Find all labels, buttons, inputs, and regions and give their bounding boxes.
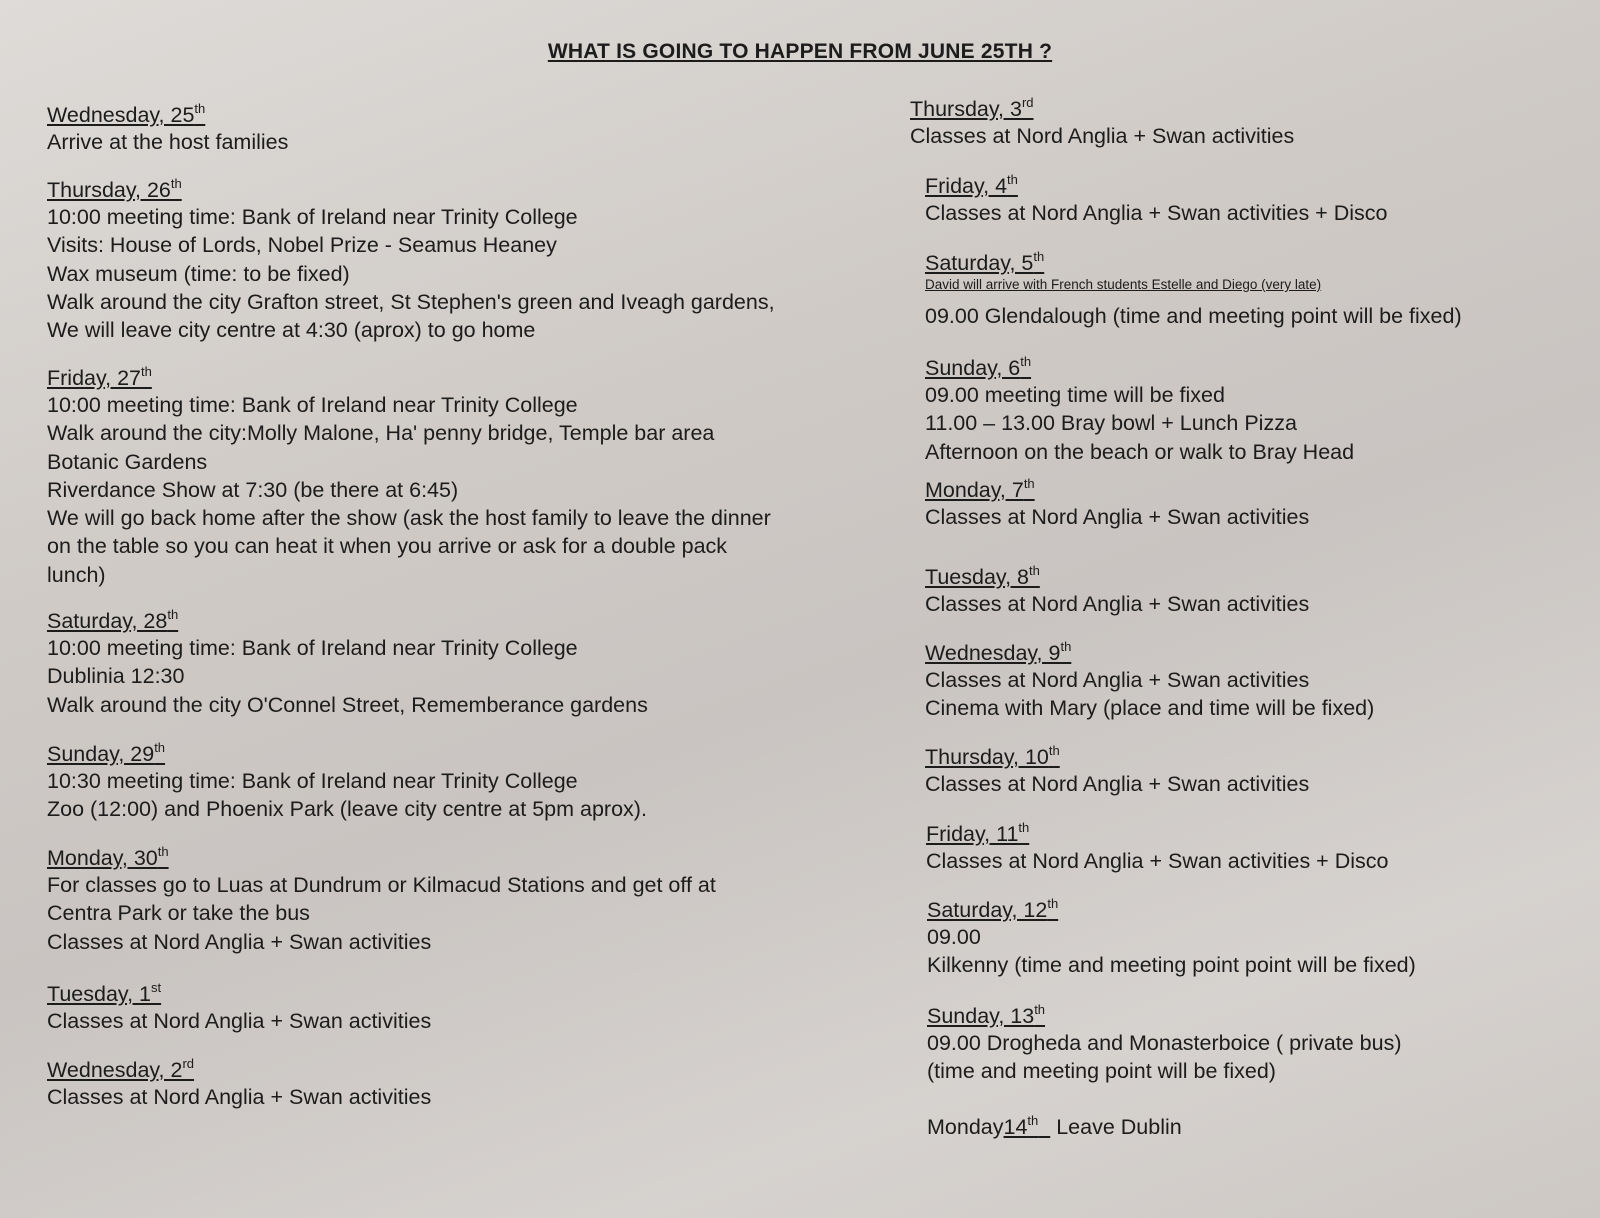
day-heading: Saturday, 5th	[925, 249, 1045, 275]
activity-line: Classes at Nord Anglia + Swan activities	[47, 929, 432, 954]
day-heading: Friday, 27th	[47, 364, 152, 390]
activity-line: (time and meeting point will be fixed)	[927, 1059, 1276, 1084]
activity-line: For classes go to Luas at Dundrum or Kilmacud Stations and get off at	[47, 873, 716, 897]
day-entry	[910, 96, 1560, 150]
activity-line: Visits: House of Lords, Nobel Prize - Seamus Heaney	[47, 233, 557, 258]
day-entry	[47, 177, 837, 344]
day-entry	[925, 250, 1575, 330]
day-entry	[47, 102, 837, 156]
activity-line: 10:00 meeting time: Bank of Ireland near Trinity College	[47, 393, 578, 417]
activity-line: Classes at Nord Anglia + Swan activities	[925, 668, 1310, 692]
activity-line: Centra Park or take the bus	[47, 901, 310, 926]
page-title: WHAT IS GOING TO HAPPEN FROM JUNE 25TH ?	[547, 40, 1053, 63]
day-heading: Thursday, 3rd	[910, 95, 1034, 121]
day-heading: Wednesday, 2rd	[47, 1056, 195, 1082]
activity-line: Arrive at the host families	[47, 130, 289, 154]
day-heading: Tuesday, 1st	[47, 980, 162, 1006]
day-entry	[925, 744, 1575, 798]
day-entry	[925, 477, 1575, 531]
day-entry	[47, 845, 837, 956]
day-heading: Friday, 4th	[925, 172, 1018, 198]
day-entry	[925, 564, 1575, 618]
activity-line: Walk around the city Grafton street, St Stephen's green and Iveagh gardens,	[47, 289, 775, 314]
activity-line: Afternoon on the beach or walk to Bray Head	[925, 439, 1355, 464]
final-day-number: 14th	[1003, 1113, 1039, 1139]
activity-line: Classes at Nord Anglia + Swan activities	[925, 592, 1310, 616]
activity-line: We will leave city centre at 4:30 (aprox) to go home	[47, 318, 536, 343]
activity-line: Walk around the city O'Connel Street, Rememberance gardens	[47, 692, 648, 717]
day-heading: Thursday, 26th	[47, 176, 182, 202]
day-heading: Sunday, 6th	[925, 354, 1032, 380]
activity-line: Kilkenny (time and meeting point point will be fixed)	[927, 953, 1416, 978]
day-entry	[925, 355, 1575, 466]
activity-line: Dublinia 12:30	[47, 664, 185, 689]
activity-line: Zoo (12:00) and Phoenix Park (leave city centre at 5pm aprox).	[47, 797, 647, 822]
day-entry	[927, 1003, 1577, 1086]
day-heading: Sunday, 13th	[927, 1002, 1046, 1028]
day-entry	[927, 897, 1577, 980]
final-text: Leave Dublin	[1056, 1115, 1182, 1139]
activity-line: 09.00 Glendalough (time and meeting point will be fixed)	[925, 304, 1462, 328]
activity-line: Classes at Nord Anglia + Swan activities	[47, 1085, 432, 1109]
day-entry	[47, 981, 837, 1035]
day-entry	[47, 1057, 837, 1111]
activity-line: Classes at Nord Anglia + Swan activities	[925, 505, 1310, 529]
activity-line: lunch)	[47, 562, 106, 587]
day-entry	[47, 365, 837, 589]
day-entry	[47, 741, 837, 824]
day-entry	[47, 608, 837, 719]
activity-line: Riverdance Show at 7:30 (be there at 6:45)	[47, 477, 459, 502]
activity-line: Wax museum (time: to be fixed)	[47, 261, 350, 286]
day-heading: Saturday, 28th	[47, 607, 179, 633]
day-heading: Thursday, 10th	[925, 743, 1060, 769]
activity-line: Classes at Nord Anglia + Swan activities + Disco	[925, 201, 1388, 225]
day-heading: Friday, 11th	[926, 820, 1030, 846]
day-entry	[925, 173, 1575, 227]
activity-line: Classes at Nord Anglia + Swan activities + Disco	[926, 849, 1389, 873]
activity-line: 10:30 meeting time: Bank of Ireland near Trinity College	[47, 769, 578, 793]
activity-line: 09.00 Drogheda and Monasterboice ( private bus)	[927, 1031, 1402, 1055]
activity-line: Classes at Nord Anglia + Swan activities	[47, 1009, 432, 1033]
activity-line: We will go back home after the show (ask the host family to leave the dinner	[47, 506, 771, 531]
day-entry	[926, 821, 1576, 875]
activity-line: 09.00 meeting time will be fixed	[925, 383, 1225, 407]
activity-line: 09.00	[927, 925, 981, 949]
day-heading: Monday, 30th	[47, 844, 169, 870]
activity-line: Classes at Nord Anglia + Swan activities	[910, 124, 1295, 148]
day-entry	[925, 640, 1575, 723]
final-entry	[927, 1115, 1182, 1140]
day-heading: Tuesday, 8th	[925, 563, 1040, 589]
day-heading: Wednesday, 9th	[925, 639, 1072, 665]
activity-line: 11.00 – 13.00 Bray bowl + Lunch Pizza	[925, 411, 1297, 436]
day-note: David will arrive with French students Estelle and Diego (very late)	[925, 277, 1322, 292]
activity-line: Botanic Gardens	[47, 449, 208, 474]
activity-line: Classes at Nord Anglia + Swan activities	[925, 772, 1310, 796]
activity-line: Cinema with Mary (place and time will be fixed)	[925, 696, 1375, 721]
activity-line: 10:00 meeting time: Bank of Ireland near Trinity College	[47, 636, 578, 660]
day-heading: Sunday, 29th	[47, 740, 166, 766]
activity-line: Walk around the city:Molly Malone, Ha' penny bridge, Temple bar area	[47, 421, 715, 446]
activity-line: 10:00 meeting time: Bank of Ireland near Trinity College	[47, 205, 578, 229]
final-day: Monday	[927, 1115, 1004, 1139]
day-heading: Wednesday, 25th	[47, 101, 206, 127]
day-heading: Monday, 7th	[925, 476, 1035, 502]
activity-line: on the table so you can heat it when you arrive or ask for a double pack	[47, 534, 728, 559]
day-heading: Saturday, 12th	[927, 896, 1059, 922]
